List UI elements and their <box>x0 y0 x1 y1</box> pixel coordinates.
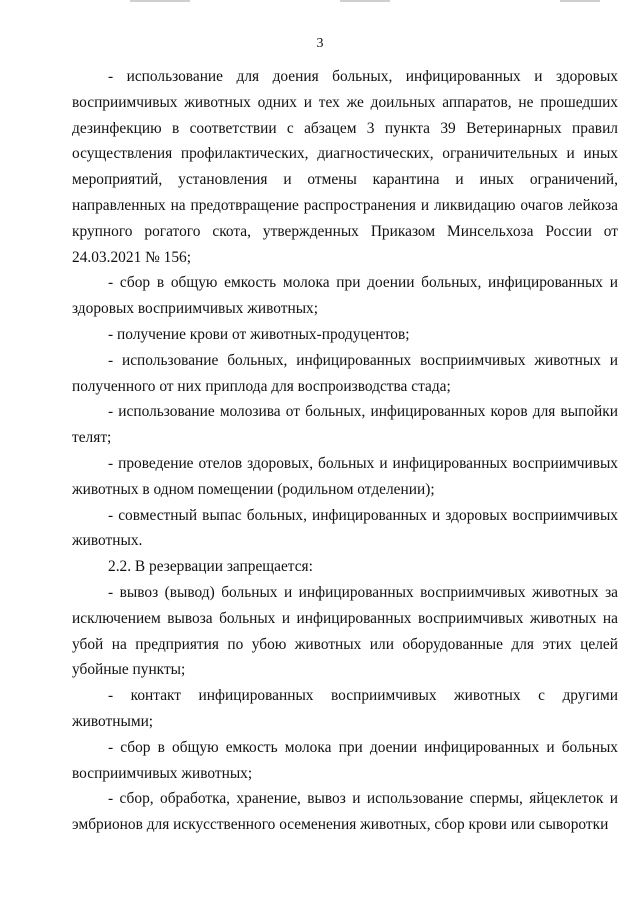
paragraph: - сбор в общую емкость молока при доении инфицированных и больных восприимчивых животных; <box>72 738 618 782</box>
paragraph: - проведение отелов здоровых, больных и инфицированных восприимчивых животных в одном помещении (родильном отделении); <box>72 454 618 498</box>
page-number: 3 <box>316 36 324 51</box>
paragraph: - использование молозива от больных, инфицированных коров для выпойки телят; <box>72 403 618 447</box>
paragraph: - вывоз (вывод) больных и инфицированных восприимчивых животных за исключением вывоза больных и инфицированных восприимчивых животных на убой на предприятия по убою животных или оборудованные для этих целей убойные пункты; <box>72 583 618 679</box>
document-body <box>72 64 618 838</box>
scan-edge-mark <box>130 0 190 2</box>
paragraph: - контакт инфицированных восприимчивых животных с другими животными; <box>72 687 618 730</box>
scan-edge-mark <box>560 0 600 2</box>
paragraph: - получение крови от животных-продуцентов; <box>108 325 410 343</box>
paragraph: - сбор, обработка, хранение, вывоз и использование спермы, яйцеклеток и эмбрионов для искусственного осеменения животных, сбор крови или сыворотки <box>72 790 618 834</box>
paragraph: - сбор в общую емкость молока при доении больных, инфицированных и здоровых восприимчивых животных; <box>72 274 618 318</box>
scan-edge-mark <box>340 0 390 2</box>
paragraph: - использование для доения больных, инфицированных и здоровых восприимчивых животных одних и тех же доильных аппаратов, не прошедших дезинфекцию в соответствии с абзацем 3 пункта 39 Ветеринарных правил осуществления профилактических, диагностических, ограничительных и иных мероприятий, установления и отмены карантина и иных ограничений, направленных на предотвращение распространения и ликвидацию очагов лейкоза крупного рогатого скота, утвержденных Приказом Минсельхоза России от 24.03.2021 № 156; <box>72 68 618 266</box>
section-heading: 2.2. В резервации запрещается: <box>108 558 313 576</box>
paragraph: - совместный выпас больных, инфицированных и здоровых восприимчивых животных. <box>72 506 618 550</box>
paragraph: - использование больных, инфицированных восприимчивых животных и полученного от них приплода для воспроизводства стада; <box>72 351 618 395</box>
